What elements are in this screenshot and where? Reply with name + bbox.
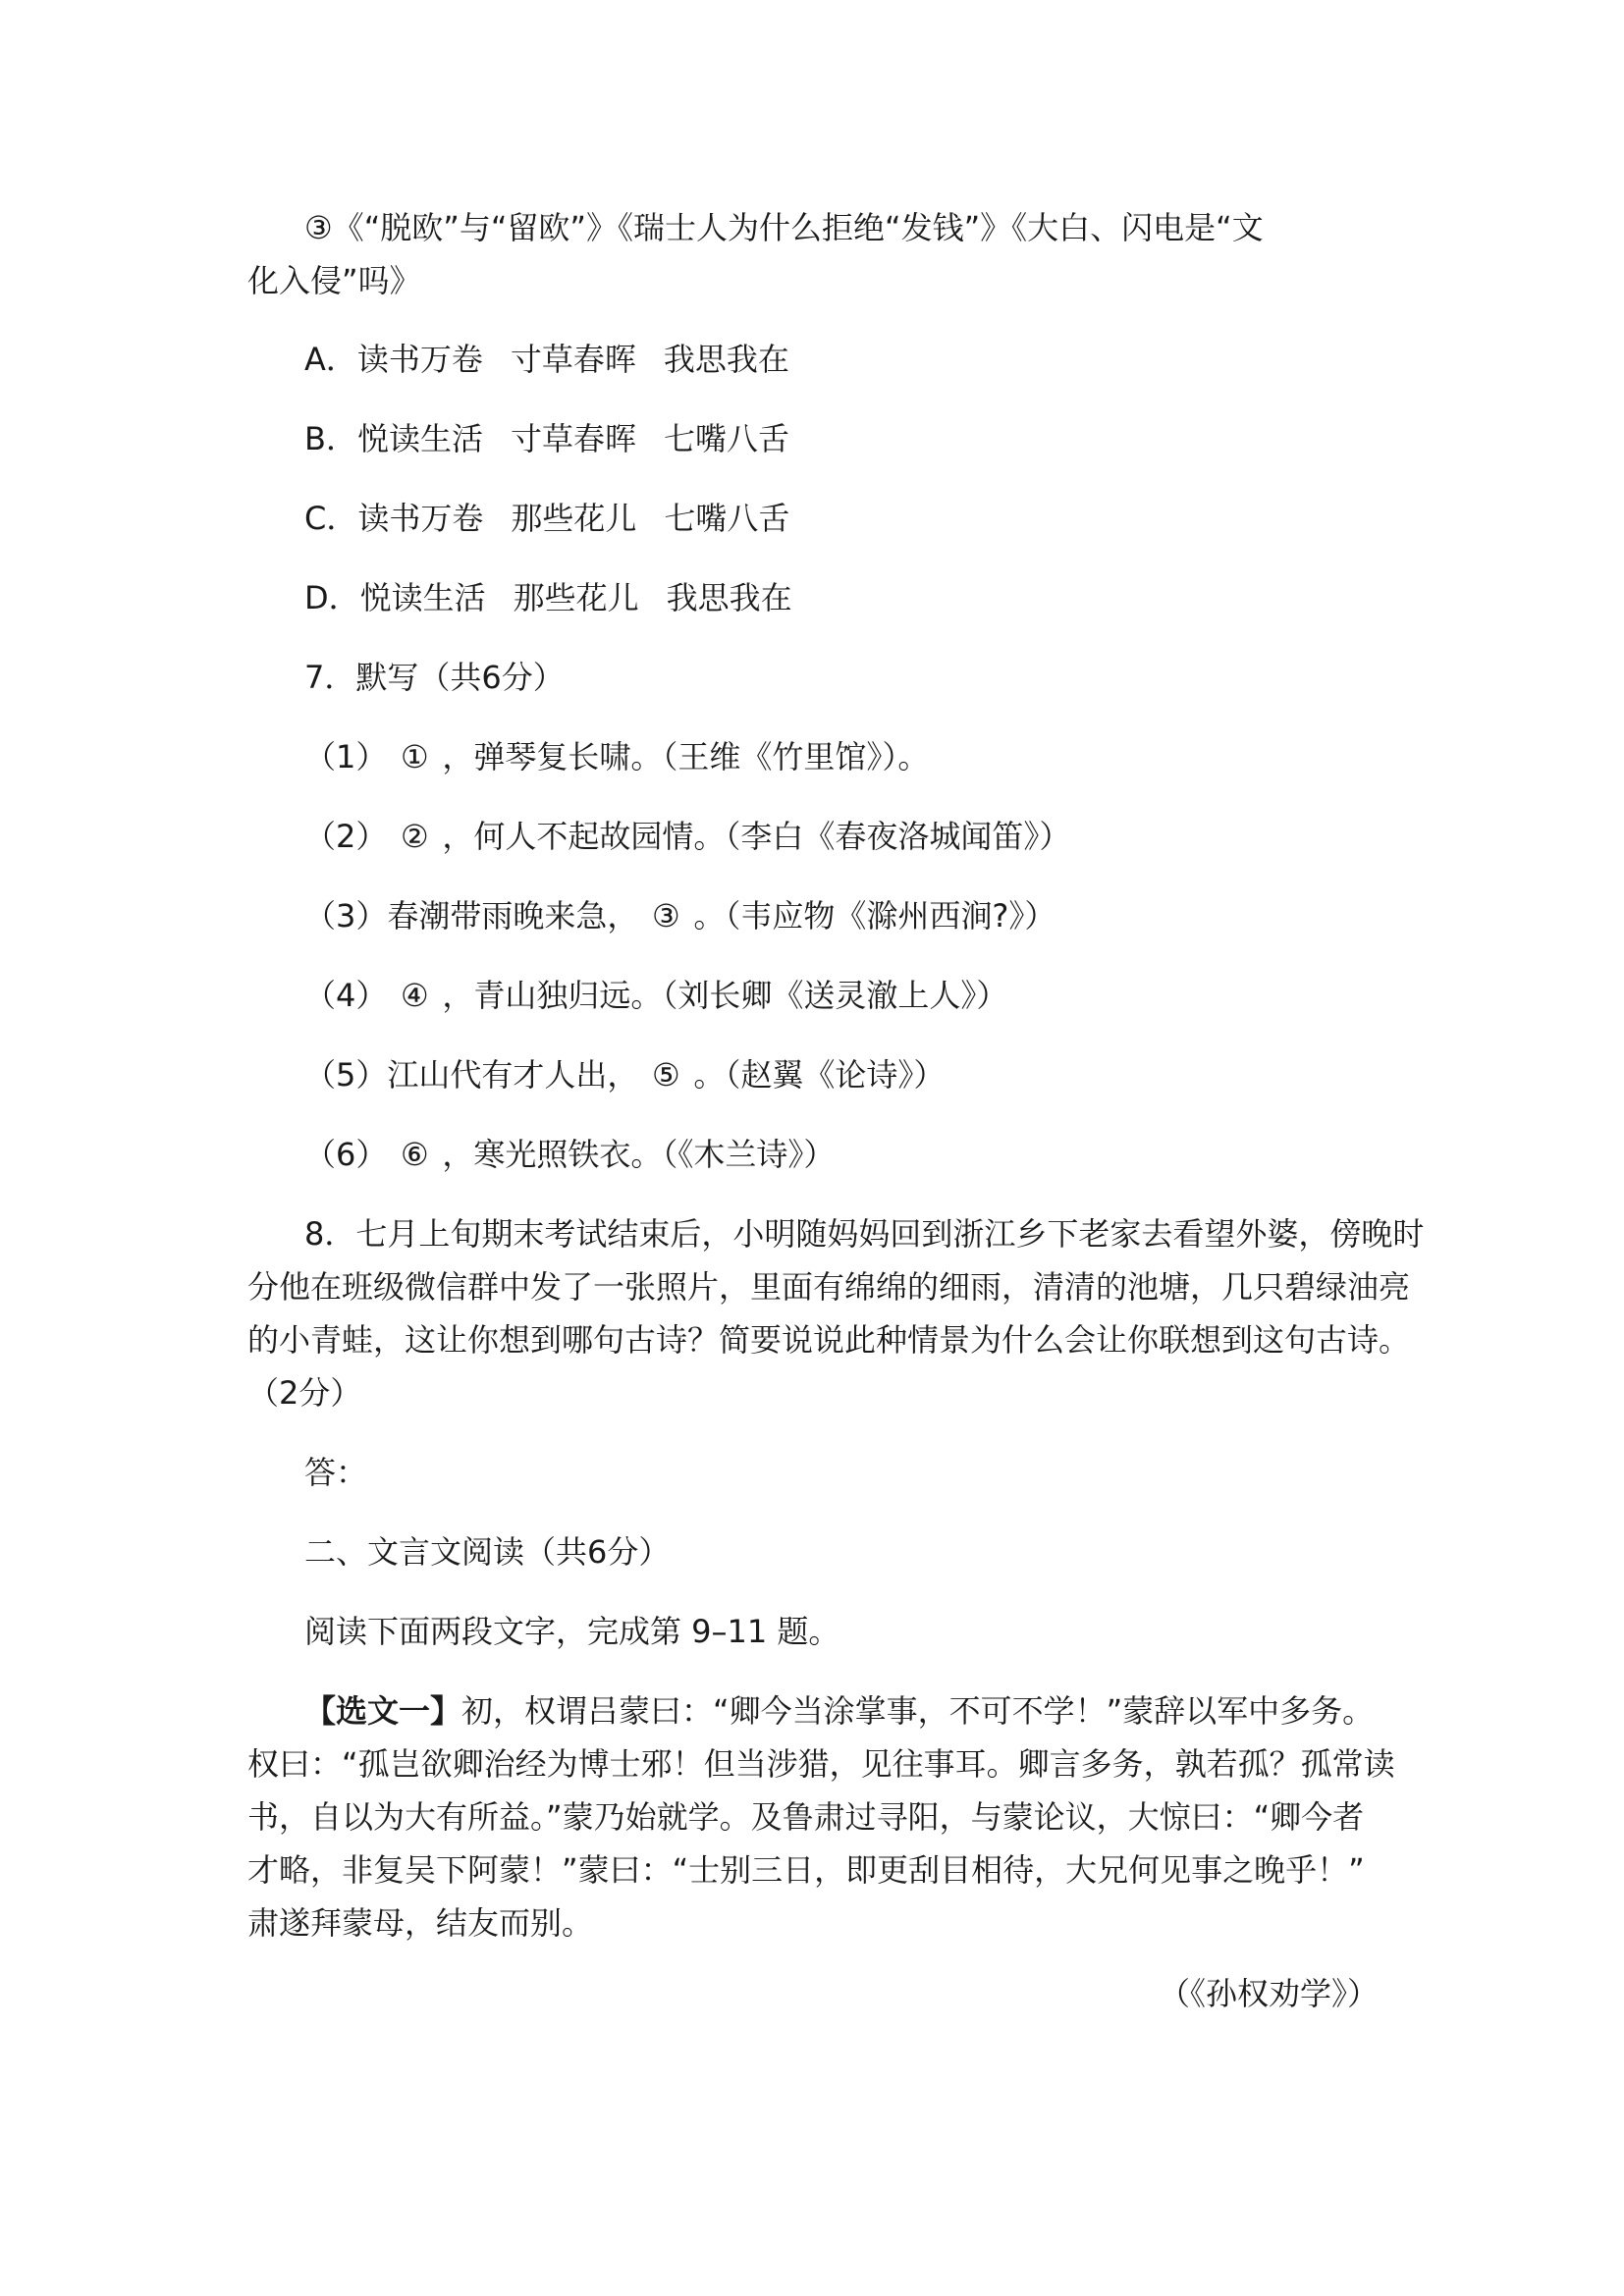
q8-line4: （2分） [247,1374,362,1412]
item-suffix: 。（赵翼《论诗》） [693,1056,946,1094]
option-part-b: 那些花儿 [511,500,637,537]
q8-answer-label: 答： [304,1454,368,1491]
q6-option-a [304,340,789,379]
q7-title: 7．默写（共6分） [304,659,565,696]
passage1-source: （《孙权劝学》） [1158,1975,1379,2012]
item-prefix: （2） [304,818,388,855]
item-prefix: （1） [304,738,388,775]
option-label: B．悦读生活 [304,420,483,457]
passage1-line2: 权曰：“孤岂欲卿治经为博士邪！但当涉猎，见往事耳。卿言多务，孰若孤？孤常读 [247,1745,1395,1783]
item-suffix: ，青山独归远。（刘长卿《送灵澈上人》） [442,977,1008,1014]
q7-item-3 [304,896,1056,935]
option-part-c: 七嘴八舌 [663,420,789,457]
item-prefix: （4） [304,977,388,1014]
passage1-text: 初，权谓吕蒙曰：“卿今当涂掌事，不可不学！”蒙辞以军中多务。 [461,1692,1375,1730]
option-part-c: 我思我在 [666,579,792,616]
q8-line1: 8．七月上旬期末考试结束后，小明随妈妈回到浙江乡下老家去看望外婆，傍晚时 [304,1215,1425,1253]
section2-instruction: 阅读下面两段文字，完成第 9–11 题。 [304,1613,840,1650]
item-suffix: 。（韦应物《滁州西涧?》） [693,897,1056,934]
passage1-line4: 才略，非复吴下阿蒙！”蒙曰：“士别三日，即更刮目相待，大兄何见事之晚乎！” [247,1851,1365,1889]
blank-marker: ⑤ [652,1056,680,1094]
q7-item-6 [304,1135,835,1174]
passage1-line5: 肃遂拜蒙母，结友而别。 [247,1904,594,1942]
q7-item-4 [304,976,1007,1015]
option-part-b: 寸草春晖 [510,420,636,457]
blank-marker: ④ [401,977,429,1014]
q8-line3: 的小青蛙，这让你想到哪句古诗？简要说说此种情景为什么会让你联想到这句古诗。 [247,1321,1411,1359]
q8-line2: 分他在班级微信群中发了一张照片，里面有绵绵的细雨，清清的池塘，几只碧绿油亮 [247,1268,1411,1306]
section2-title: 二、文言文阅读（共6分） [304,1533,671,1571]
option-part-b: 那些花儿 [513,579,639,616]
q6-option-d [304,578,792,617]
passage1-line1 [304,1691,1374,1731]
blank-marker: ② [401,818,429,855]
option-part-b: 寸草春晖 [510,341,636,378]
q7-item-2 [304,817,1070,856]
item-suffix: ，弹琴复长啸。（王维《竹里馆》）。 [442,738,930,775]
item-prefix: （5）江山代有才人出， [304,1056,639,1094]
option-label: C．读书万卷 [304,500,484,537]
q6-option-c [304,499,789,538]
blank-marker: ⑥ [401,1136,429,1173]
option-label: A．读书万卷 [304,341,483,378]
item-prefix: （6） [304,1136,388,1173]
option-part-c: 七嘴八舌 [664,500,790,537]
q7-item-1 [304,737,929,776]
q6-option-b [304,419,789,458]
option-label: D．悦读生活 [304,579,486,616]
option-part-c: 我思我在 [663,341,789,378]
q6-item3-line2: 化入侵”吗》 [247,262,421,299]
item-suffix: ，寒光照铁衣。（《木兰诗》） [442,1136,836,1173]
item-prefix: （3）春潮带雨晚来急， [304,897,639,934]
q7-item-5 [304,1055,945,1095]
blank-marker: ① [401,738,429,775]
item-suffix: ，何人不起故园情。（李白《春夜洛城闻笛》） [442,818,1071,855]
passage1-tag: 【选文一】 [304,1692,462,1730]
q6-item3-line1: ③《“脱欧”与“留欧”》《瑞士人为什么拒绝“发钱”》《大白、闪电是“文 [304,209,1264,246]
blank-marker: ③ [652,897,680,934]
passage1-line3: 书，自以为大有所益。”蒙乃始就学。及鲁肃过寻阳，与蒙论议，大惊曰：“卿今者 [247,1798,1365,1836]
